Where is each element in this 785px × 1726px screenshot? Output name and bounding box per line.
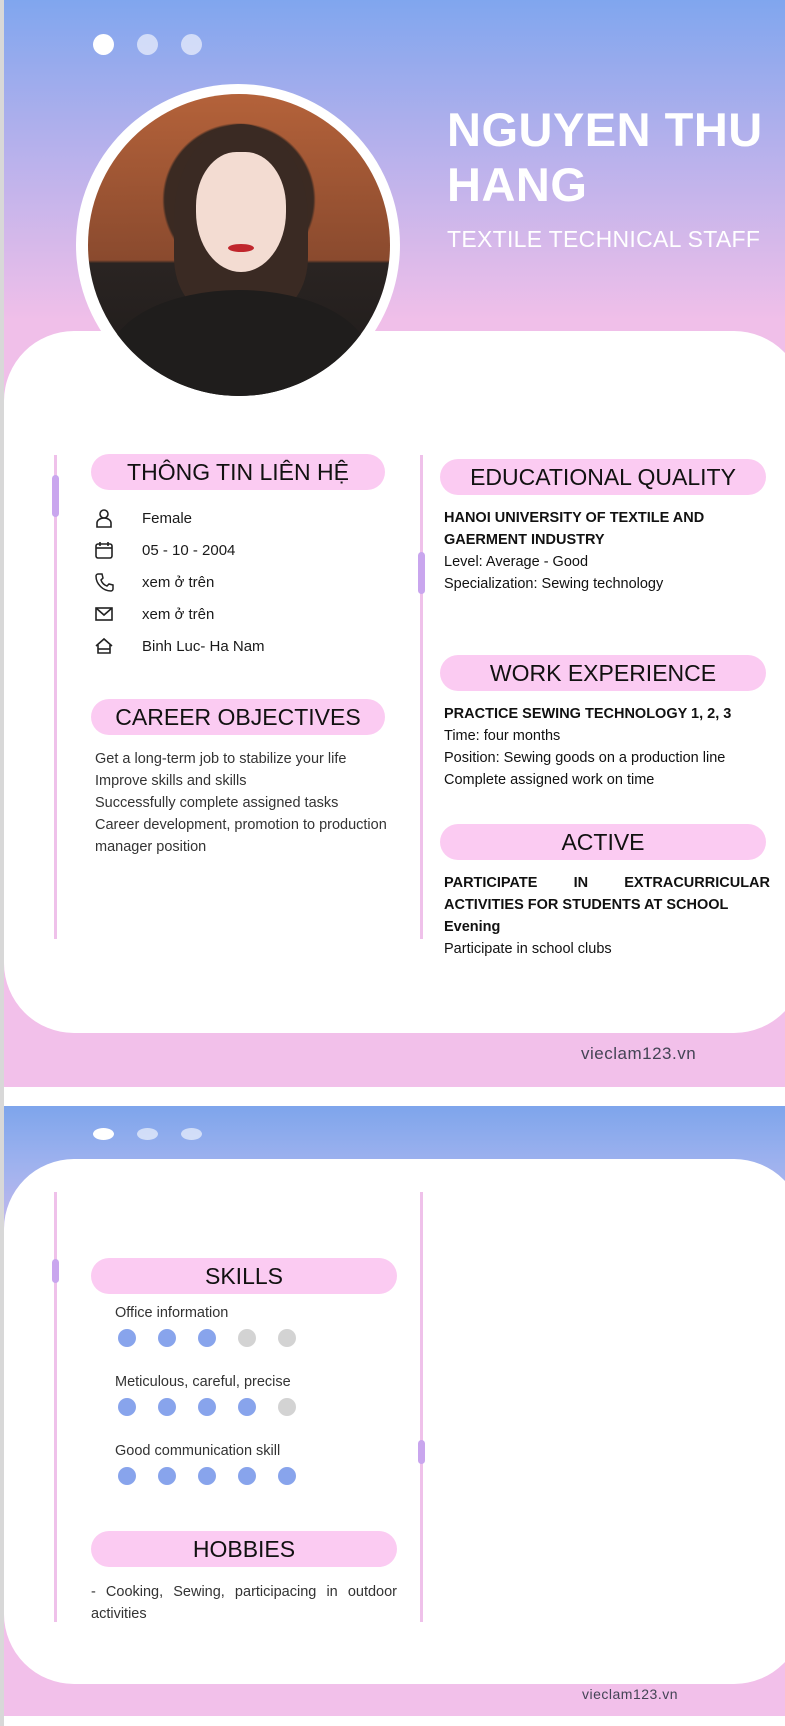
profile-role: TEXTILE TECHNICAL STAFF [447,226,761,252]
dot-icon [181,1128,202,1140]
list-item: Career development, promotion to production manager position [95,817,387,855]
window-dots [93,1128,202,1140]
person-icon [94,508,114,528]
skill-item [115,1305,395,1347]
skill-rating [118,1329,395,1347]
objectives-heading: CAREER OBJECTIVES [91,699,385,735]
education-specialization: Specialization: Sewing technology [444,576,664,592]
education-school: HANOI UNIVERSITY OF TEXTILE AND GAERMENT INDUSTRY [444,510,705,548]
rating-dot-empty [238,1329,256,1347]
list-item: Get a long-term job to stabilize your life [95,751,347,767]
rating-dot-filled [118,1398,136,1416]
left-rail [54,1192,57,1622]
rail-marker [52,475,59,517]
active-block [444,872,770,960]
active-heading: ACTIVE [440,824,766,860]
skill-rating [118,1467,395,1485]
cv-page-1 [4,0,785,1087]
rating-dot-filled [118,1329,136,1347]
rating-dot-filled [198,1329,216,1347]
dot-icon [93,1128,114,1140]
experience-block [444,703,770,791]
rating-dot-filled [238,1467,256,1485]
profile-name: NGUYEN THU HANG [447,103,763,211]
mail-icon [94,604,114,624]
list-item: Successfully complete assigned tasks [95,795,339,811]
active-title: PARTICIPATE IN EXTRACURRICULAR ACTIVITIES FOR STUDENTS AT SCHOOL [444,875,770,913]
rating-dot-filled [278,1467,296,1485]
brand-watermark: vieclam123.vn [582,1686,678,1702]
education-level: Level: Average - Good [444,554,589,570]
experience-time: Time: four months [444,728,561,744]
experience-title: PRACTICE SEWING TECHNOLOGY 1, 2, 3 [444,706,732,722]
rating-dot-filled [158,1398,176,1416]
rating-dot-filled [198,1398,216,1416]
skills-heading: SKILLS [91,1258,397,1294]
skill-label: Good communication skill [115,1443,281,1459]
rating-dot-filled [158,1467,176,1485]
dot-icon [181,34,202,55]
education-block [444,507,770,595]
active-time: Evening [444,919,501,935]
objectives-list [95,748,395,858]
contact-gender: Female [94,508,192,528]
calendar-icon [94,540,114,560]
window-dots [93,34,202,55]
right-rail [420,455,423,939]
skill-item [115,1374,395,1416]
rating-dot-filled [198,1467,216,1485]
contact-heading: THÔNG TIN LIÊN HỆ [91,454,385,490]
rating-dot-filled [118,1467,136,1485]
dot-icon [137,1128,158,1140]
brand-watermark: vieclam123.vn [581,1044,697,1063]
contact-address: Binh Luc- Ha Nam [94,636,265,656]
phone-icon [94,572,114,592]
experience-note: Complete assigned work on time [444,772,655,788]
rating-dot-empty [278,1398,296,1416]
page-gap [4,1087,785,1106]
rating-dot-empty [278,1329,296,1347]
rating-dot-filled [158,1329,176,1347]
hobbies-text: - Cooking, Sewing, participacing in outdoor activities [91,1584,397,1622]
contact-email: xem ở trên [94,604,214,624]
skill-label: Office information [115,1305,229,1321]
dot-icon [93,34,114,55]
experience-position: Position: Sewing goods on a production line [444,750,726,766]
contact-birthday: 05 - 10 - 2004 [94,540,235,560]
contact-phone: xem ở trên [94,572,214,592]
rail-marker [418,552,425,594]
rail-marker [418,1440,425,1464]
skill-rating [118,1398,395,1416]
experience-heading: WORK EXPERIENCE [440,655,766,691]
avatar [88,94,390,396]
skill-item [115,1443,395,1485]
left-rail [54,455,57,939]
list-item: Improve skills and skills [95,773,247,789]
home-icon [94,636,114,656]
active-desc: Participate in school clubs [444,941,612,957]
dot-icon [137,34,158,55]
rating-dot-filled [238,1398,256,1416]
skill-label: Meticulous, careful, precise [115,1374,291,1390]
rail-marker [52,1259,59,1283]
education-heading: EDUCATIONAL QUALITY [440,459,766,495]
right-rail [420,1192,423,1622]
hobbies-heading: HOBBIES [91,1531,397,1567]
